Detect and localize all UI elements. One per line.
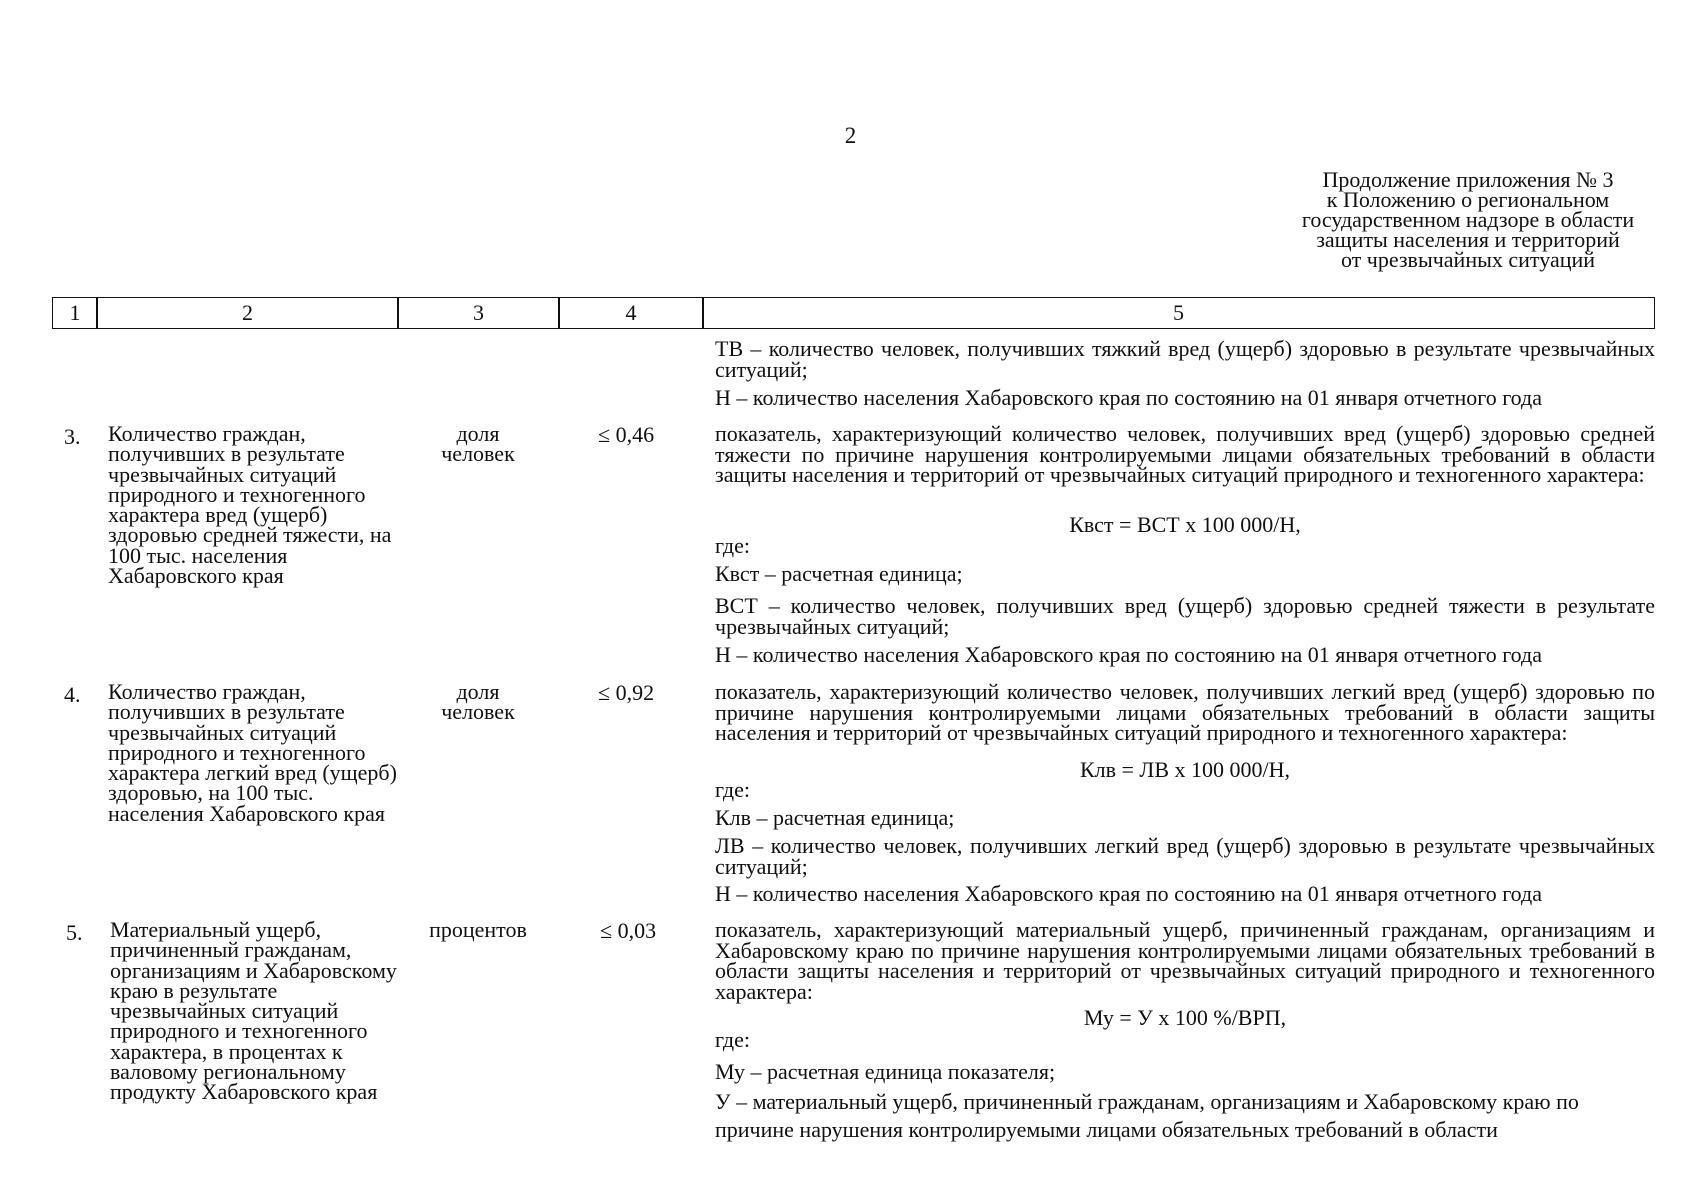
indicator-unit: доля человек [441, 421, 515, 467]
indicator-description: показатель, характеризующий количество человек, получивших вред (ущерб) здоровью средней тяжести по причине нарушения контролируемыми лицами обязательных требований в области защиты населения и территорий от чрезвычайных ситуаций природного и техногенного характера: [715, 421, 1655, 487]
column-header-1: 1 [52, 297, 98, 329]
definition-count: ЛВ – количество человек, получивших легкий вред (ущерб) здоровью в результате чрезвычайных ситуаций; [715, 833, 1655, 879]
population-definition: Н – количество населения Хабаровского края по состоянию на 01 января отчетного года [715, 385, 1542, 410]
column-header-2: 2 [96, 297, 399, 329]
row-number: 5. [66, 920, 83, 945]
indicator-formula: Квст = ВСТ х 100 000/Н, [1069, 512, 1301, 537]
indicator-formula: Му = У х 100 %/ВРП, [1083, 1005, 1287, 1030]
appendix-line: государственном надзоре в области [1301, 207, 1635, 232]
definition-count: ВСТ – количество человек, получивших вред (ущерб) здоровью средней тяжести в результате чрезвычайных ситуаций; [715, 593, 1655, 639]
indicator-formula: Клв = ЛВ х 100 000/Н, [1079, 757, 1291, 782]
appendix-line: к Положению о региональном [1326, 187, 1610, 212]
definition-damage: У – материальный ущерб, причиненный гражданам, организациям и Хабаровскому краю по причине нарушения контролируемыми лицами обязательных требований в области [715, 1089, 1579, 1142]
page-number: 2 [844, 123, 857, 148]
definition-unit: Клв – расчетная единица; [715, 805, 955, 830]
tv-definition: ТВ – количество человек, получивших тяжкий вред (ущерб) здоровью в результате чрезвычайных ситуаций; [715, 336, 1655, 382]
where-label: где: [715, 533, 750, 558]
appendix-header [1258, 167, 1678, 272]
indicator-unit: доля человек [441, 679, 515, 725]
row-number: 4. [64, 682, 81, 707]
indicator-value: ≤ 0,92 [598, 680, 655, 705]
column-header-5: 5 [702, 297, 1655, 329]
indicator-name: Количество граждан, получивших в результате чрезвычайных ситуаций природного и техногенного характера вред (ущерб) здоровью средней тяжести, на 100 тыс. населения Хабаровского края [108, 421, 392, 589]
indicator-name: Количество граждан, получивших в результате чрезвычайных ситуаций природного и техногенного характера легкий вред (ущерб) здоровью, на 100 тыс. населения Хабаровского края [108, 679, 397, 826]
appendix-line: Продолжение приложения № 3 [1322, 167, 1614, 192]
column-header-3: 3 [397, 297, 560, 329]
definition-population: Н – количество населения Хабаровского края по состоянию на 01 января отчетного года [715, 642, 1542, 667]
appendix-line: защиты населения и территорий [1316, 227, 1620, 252]
indicator-description: показатель, характеризующий материальный ущерб, причиненный гражданам, организациям и Хабаровскому краю по причине нарушения контролируемыми лицами обязательных требований в области защиты населения и территорий от чрезвычайных ситуаций природного и техногенного характера: [715, 917, 1655, 1004]
where-label: где: [715, 777, 750, 802]
indicator-value: ≤ 0,46 [598, 422, 655, 447]
definition-unit: Му – расчетная единица показателя; [715, 1059, 1056, 1084]
indicator-value: ≤ 0,03 [600, 918, 657, 943]
where-label: где: [715, 1027, 750, 1052]
row-number: 3. [64, 424, 81, 449]
definition-unit: Квст – расчетная единица; [715, 561, 963, 586]
column-header-4: 4 [558, 297, 704, 329]
indicator-description: показатель, характеризующий количество человек, получивших легкий вред (ущерб) здоровью по причине нарушения контролируемыми лицами обязательных требований в области защиты населения и территорий от чрезвычайных ситуаций природного и техногенного характера: [715, 679, 1655, 745]
indicator-unit: процентов [429, 917, 527, 942]
appendix-line: от чрезвычайных ситуаций [1340, 247, 1596, 272]
indicator-name: Материальный ущерб, причиненный гражданам, организациям и Хабаровскому краю в результате чрезвычайных ситуаций природного и техногенного характера, в процентах к валовому региональному продукту Хабаровского края [110, 917, 397, 1105]
definition-population: Н – количество населения Хабаровского края по состоянию на 01 января отчетного года [715, 881, 1542, 906]
